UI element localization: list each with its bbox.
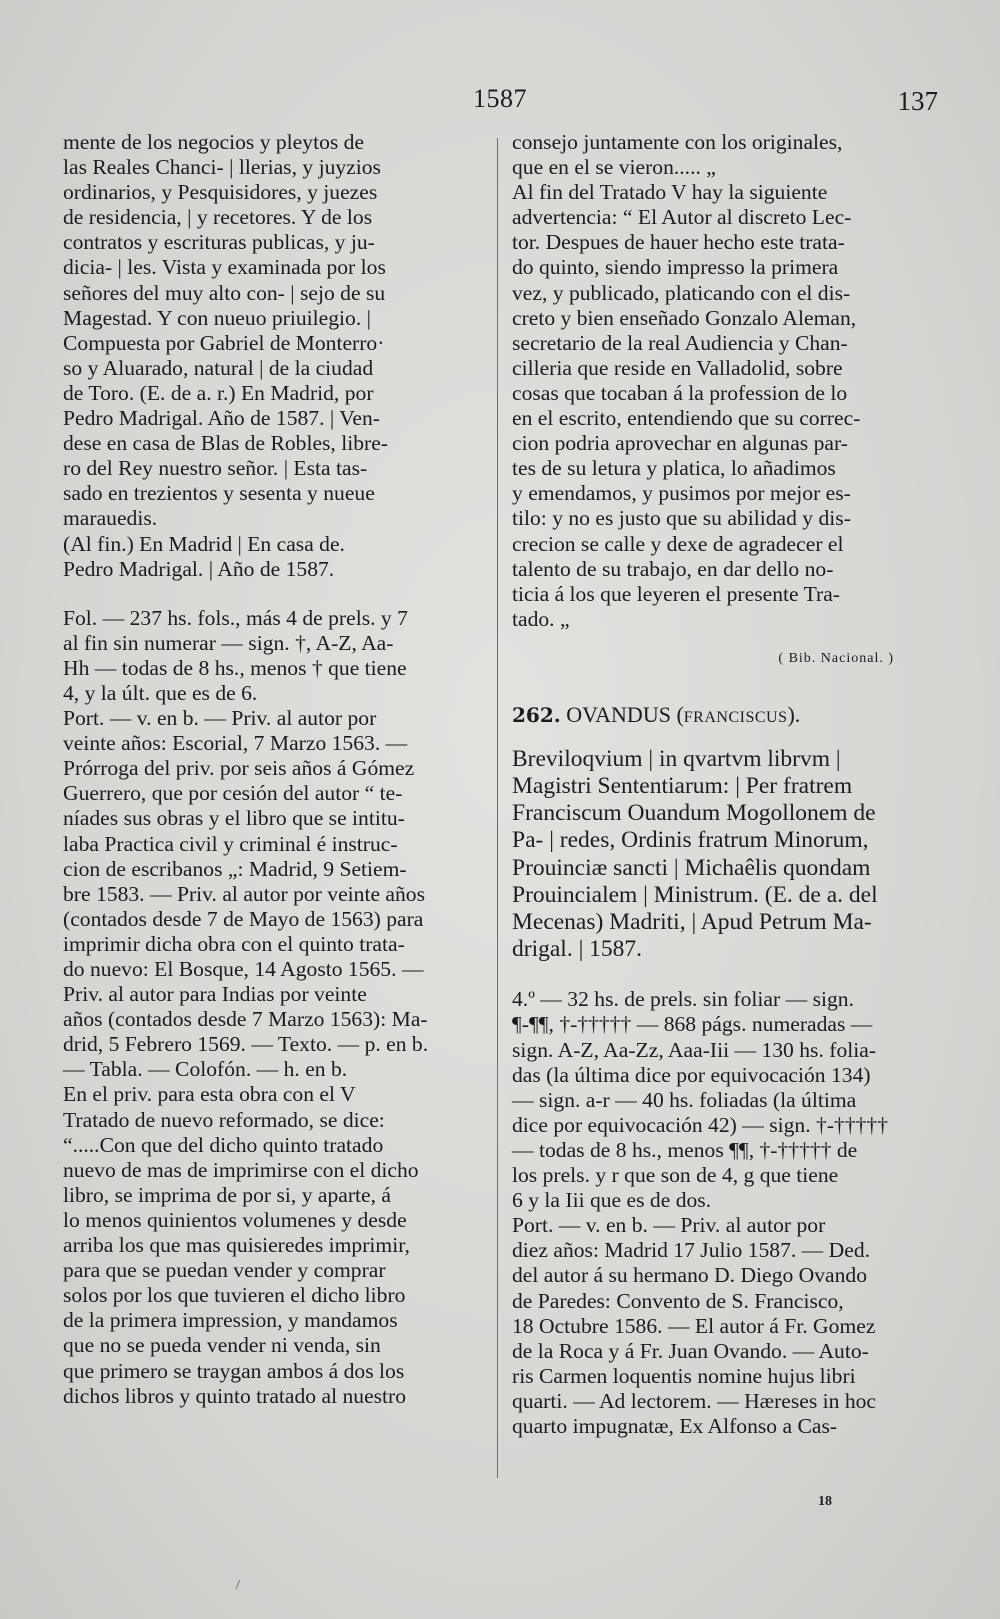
- right-column: [512, 130, 930, 1439]
- text-line: quarti. — Ad lectorem. — Hæreses in hoc: [512, 1388, 877, 1413]
- text-line: de residencia, | y recetores. Y de los: [63, 205, 373, 230]
- text-line: Port. — v. en b. — Priv. al autor por: [63, 706, 377, 731]
- text-line: cosas que tocaban á la profession de lo: [512, 380, 848, 405]
- text-line: talento de su trabajo, en dar dello no-: [512, 556, 834, 581]
- text-line: dichos libros y quinto tratado al nuestro: [63, 1383, 407, 1408]
- text-line: creto y bien enseñado Gonzalo Aleman,: [512, 305, 857, 330]
- text-line: dicia- | les. Vista y examinada por los: [63, 255, 386, 280]
- text-line: solos por los que tuvieren el dicho libro: [63, 1283, 406, 1308]
- text-line: años (contados desde 7 Marzo 1563): Ma-: [63, 1007, 428, 1032]
- text-line: — Tabla. — Colofón. — h. en b.: [63, 1057, 348, 1082]
- text-line: contratos y escrituras publicas, y ju-: [63, 230, 375, 255]
- text-line: Pedro Madrigal. Año de 1587. | Ven-: [63, 406, 380, 431]
- entry-author-small-caps: FRANCISCUS: [683, 708, 788, 726]
- text-line: dice por equivocación 42) — sign. †-†††††: [512, 1112, 889, 1137]
- page-number: 137: [897, 86, 938, 116]
- text-line: veinte años: Escorial, 7 Marzo 1563. —: [63, 731, 408, 756]
- text-line: mente de los negocios y pleytos de: [63, 130, 365, 154]
- text-line: Compuesta por Gabriel de Monterro·: [63, 330, 385, 355]
- text-line: y emendamos, y pusimos por mejor es-: [512, 481, 851, 506]
- text-line: libro, se imprima de por si, y aparte, á: [63, 1182, 392, 1207]
- text-line: Tratado de nuevo reformado, se dice:: [63, 1107, 385, 1132]
- text-line: cion podria aprovechar en algunas par-: [512, 431, 848, 456]
- text-line: “.....Con que del dicho quinto tratado: [63, 1132, 384, 1157]
- text-line: de Toro. (E. de a. r.) En Madrid, por: [63, 380, 374, 405]
- text-line: tes de su letura y platica, lo añadimos: [512, 456, 836, 481]
- text-line: en el escrito, entendiendo que su correc-: [512, 406, 861, 431]
- text-line: ordinarios, y Pesquisidores, y juezes: [63, 180, 378, 205]
- running-head-year: 1587: [473, 84, 527, 113]
- text-line: las Reales Chanci- | llerias, y juyzios: [63, 155, 381, 180]
- text-line: Prórroga del priv. por seis años á Gómez: [63, 756, 415, 781]
- text-line: cilleria que reside en Valladolid, sobre: [512, 355, 843, 380]
- text-line: imprimir dicha obra con el quinto trata-: [63, 931, 405, 956]
- text-line: Prouincialem | Ministrum. (E. de a. del: [512, 881, 878, 908]
- text-line: 4.º — 32 hs. de prels. sin foliar — sign.: [512, 987, 854, 1012]
- entry-title-continuation: [63, 130, 483, 582]
- text-line: de la primera impression, y mandamos: [63, 1308, 398, 1333]
- text-line: 18 Octubre 1586. — El autor á Fr. Gomez: [512, 1313, 876, 1338]
- text-line: vez, y publicado, platicando con el dis-: [512, 280, 851, 305]
- text-line: ris Carmen loquentis nomine hujus libri: [512, 1363, 856, 1388]
- text-line: Pedro Madrigal. | Año de 1587.: [63, 556, 335, 581]
- text-line: secretario de la real Audiencia y Chan-: [512, 330, 848, 355]
- text-line: Priv. al autor para Indias por veinte: [63, 982, 367, 1007]
- entry-author-end: ).: [787, 701, 801, 727]
- text-line: — sign. a-r — 40 hs. foliadas (la última: [512, 1087, 857, 1112]
- text-line: arriba los que mas quisieredes imprimir,: [63, 1233, 410, 1258]
- text-line: Al fin del Tratado V hay la siguiente: [512, 180, 828, 205]
- text-line: do nuevo: El Bosque, 14 Agosto 1565. —: [63, 957, 424, 981]
- text-line: Hh — todas de 8 hs., menos † que tiene: [63, 655, 407, 680]
- text-line: 4, y la últ. que es de 6.: [63, 680, 258, 705]
- left-column: [63, 130, 483, 1409]
- text-line: (Al fin.) En Madrid | En casa de.: [63, 531, 345, 556]
- text-line: níades sus obras y el libro que se intitu-: [63, 806, 405, 831]
- text-line: bre 1583. — Priv. al autor por veinte años: [63, 881, 426, 906]
- text-line: ro del Rey nuestro señor. | Esta tas-: [63, 456, 368, 481]
- text-line: del autor á su hermano D. Diego Ovando: [512, 1263, 867, 1288]
- text-line: Port. — v. en b. — Priv. al autor por: [512, 1213, 826, 1238]
- text-line: para que se puedan vender y comprar: [63, 1258, 386, 1283]
- text-line: advertencia: “ El Autor al discreto Lec-: [512, 205, 852, 230]
- source-library: ( Bib. Nacional. ): [778, 650, 894, 666]
- text-line: (contados desde 7 de Mayo de 1563) para: [63, 906, 424, 931]
- text-line: al fin sin numerar — sign. †, A-Z, Aa-: [63, 630, 394, 655]
- text-line: señores del muy alto con- | sejo de su: [63, 280, 386, 305]
- text-line: marauedis.: [63, 506, 158, 531]
- text-line: 6 y la Iii que es de dos.: [512, 1188, 712, 1213]
- text-line: Magistri Sententiarum: | Per fratrem: [512, 773, 853, 800]
- bibliographic-description: [63, 606, 483, 1409]
- text-line: cion de escribanos „: Madrid, 9 Setiem-: [63, 856, 407, 881]
- entry-author: OVANDUS (: [566, 701, 684, 727]
- text-line: sign. A-Z, Aa-Zz, Aaa-Iii — 130 hs. folia-: [512, 1037, 877, 1062]
- text-line: Franciscum Ouandum Mogollonem de: [512, 800, 876, 827]
- text-line: quarto impugnatæ, Ex Alfonso a Cas-: [512, 1413, 838, 1438]
- text-line: que primero se traygan ambos á dos los: [63, 1358, 405, 1383]
- text-line: los prels. y r que son de 4, g que tiene: [512, 1163, 839, 1188]
- column-rule: [497, 138, 498, 1478]
- text-line: tilo: y no es justo que su abilidad y dis-: [512, 506, 851, 531]
- text-line: das (la última dice por equivocación 134): [512, 1062, 871, 1087]
- text-line: nuevo de mas de imprimirse con el dicho: [63, 1157, 419, 1182]
- text-line: laba Practica civil y criminal é instruc-: [63, 831, 398, 856]
- entry-description: [512, 987, 930, 1439]
- text-line: Mecenas) Madriti, | Apud Petrum Ma-: [512, 909, 872, 935]
- stray-mark: /: [236, 1578, 240, 1593]
- entry-heading: [512, 702, 930, 732]
- text-line: de la Roca y á Fr. Juan Ovando. — Auto-: [512, 1338, 869, 1363]
- text-line: Pa- | redes, Ordinis fratrum Minorum,: [512, 827, 869, 854]
- text-line: sado en trezientos y sesenta y nueue: [63, 481, 375, 506]
- text-line: tor. Despues de hauer hecho este trata-: [512, 230, 845, 255]
- text-line: drid, 5 Febrero 1569. — Texto. — p. en b.: [63, 1032, 429, 1057]
- text-line: lo menos quinientos volumenes y desde: [63, 1207, 407, 1232]
- text-line: do quinto, siendo impresso la primera: [512, 255, 839, 280]
- text-line: En el priv. para esta obra con el V: [63, 1082, 356, 1107]
- text-line: consejo juntamente con los originales,: [512, 130, 843, 154]
- text-line: ¶-¶¶, †-††††† — 868 págs. numeradas —: [512, 1012, 873, 1037]
- text-line: que no se pueda vender ni venda, sin: [63, 1333, 381, 1358]
- text-line: Fol. — 237 hs. fols., más 4 de prels. y 7: [63, 605, 408, 630]
- text-line: drigal. | 1587.: [512, 936, 643, 963]
- text-line: Magestad. Y con nueuo priuilegio. |: [63, 305, 371, 330]
- text-line: diez años: Madrid 17 Julio 1587. — Ded.: [512, 1238, 871, 1263]
- text-line: ticia á los que leyeren el presente Tra-: [512, 581, 840, 606]
- text-line: so y Aluarado, natural | de la ciudad: [63, 355, 374, 380]
- text-line: Prouinciæ sancti | Michaêlis quondam: [512, 854, 871, 881]
- text-line: tado. „: [512, 606, 570, 631]
- text-line: Guerrero, que por cesión del autor “ te-: [63, 781, 403, 806]
- text-line: que en el se vieron..... „: [512, 155, 716, 180]
- entry-title: [512, 746, 930, 964]
- description-continuation: [512, 130, 930, 632]
- printer-signature: 18: [818, 1494, 832, 1509]
- text-line: de Paredes: Convento de S. Francisco,: [512, 1288, 844, 1313]
- text-line: crecion se calle y dexe de agradecer el: [512, 531, 844, 556]
- text-line: Breviloqvium | in qvartvm librvm |: [512, 745, 841, 772]
- text-line: — todas de 8 hs., menos ¶¶, †-††††† de: [512, 1137, 858, 1162]
- entry-number: 262.: [512, 702, 561, 727]
- text-line: dese en casa de Blas de Robles, libre-: [63, 431, 388, 456]
